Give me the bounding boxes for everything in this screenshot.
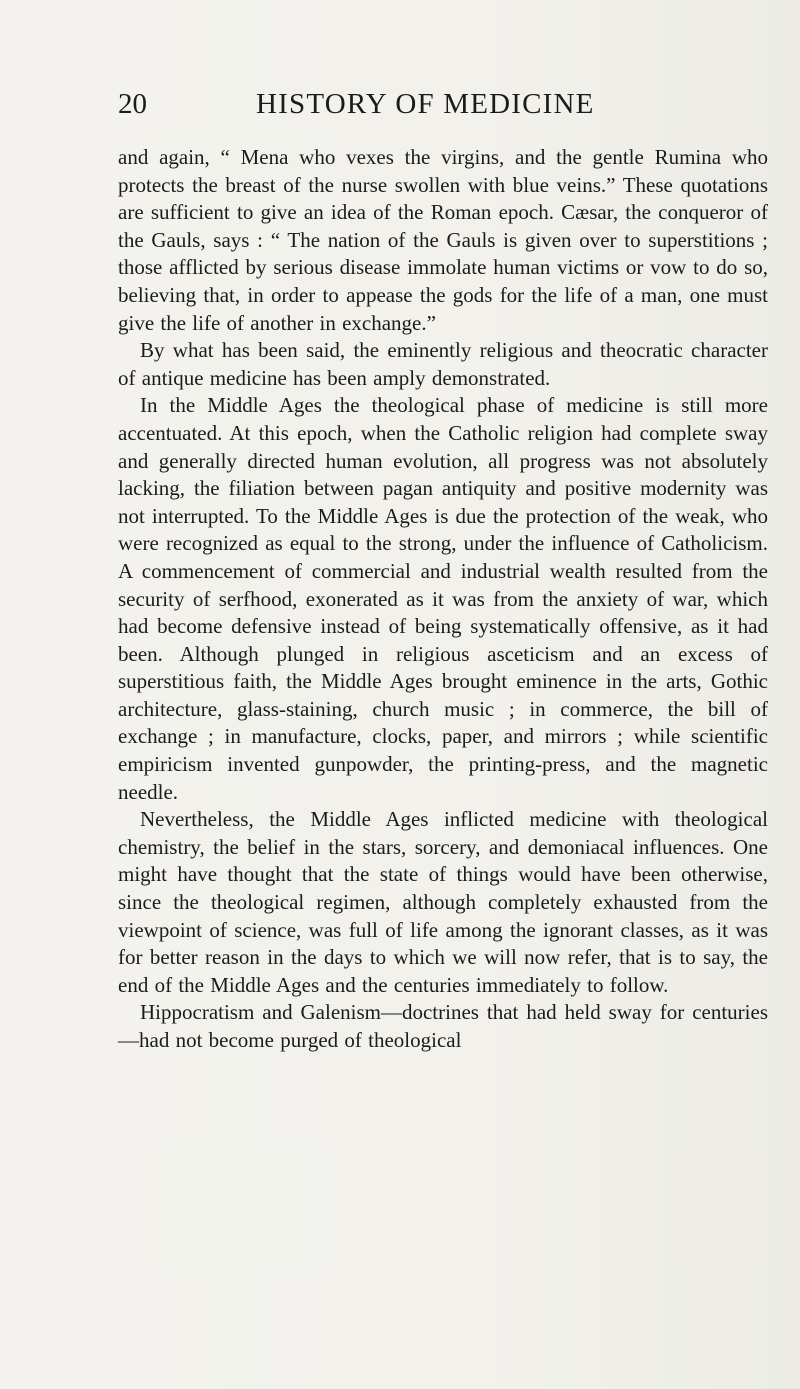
paragraph-3: In the Middle Ages the theological phase of medicine is still more accentuated. At this epoch, when the Catholic religion had complete sway and generally directed human evolution, all progress was not absolutely lacking, the filiation between pagan antiquity and positive modernity was not interrupted. To the Middle Ages is due the protection of the weak, who were recognized as equal to the strong, under the influence of Catholicism. A commencement of commercial and industrial wealth resulted from the security of serfhood, exonerated as it was from the anxiety of war, which had become defensive instead of being systematically offensive, as it had been. Although plunged in religious asceticism and an excess of superstitious faith, the Middle Ages brought eminence in the arts, Gothic architecture, glass-staining, church music ; in commerce, the bill of exchange ; in manufacture, clocks, paper, and mirrors ; while scientific empiricism invented gunpowder, the printing-press, and the magnetic needle. [118, 393, 768, 804]
body-text [118, 144, 768, 1055]
paragraph-1: and again, “ Mena who vexes the virgins, and the gentle Rumina who protects the breast of the nurse swollen with blue veins.” These quotations are sufficient to give an idea of the Roman epoch. Cæsar, the conqueror of the Gauls, says : “ The nation of the Gauls is given over to superstitions ; those afflicted by serious disease immolate human victims or vow to do so, believing that, in order to appease the gods for the life of a man, one must give the life of another in exchange.” [118, 145, 768, 335]
running-title: HISTORY OF MEDICINE [256, 88, 595, 120]
paragraph-4: Nevertheless, the Middle Ages inflicted medicine with theological chemistry, the belief in the stars, sorcery, and demoniacal influences. One might have thought that the state of things would have been otherwise, since the theological regimen, although completely exhausted from the viewpoint of science, was full of life among the ignorant classes, as it was for better reason in the days to which we will now refer, that is to say, the end of the Middle Ages and the centuries immediately to follow. [118, 807, 768, 997]
page-number: 20 [118, 88, 147, 120]
paragraph-2: By what has been said, the eminently religious and theocratic character of antique medicine has been amply demonstrated. [118, 338, 768, 390]
page-header [118, 84, 690, 124]
paragraph-5: Hippocratism and Galenism—doctrines that had held sway for centuries—had not become purged of theological [118, 1000, 768, 1052]
